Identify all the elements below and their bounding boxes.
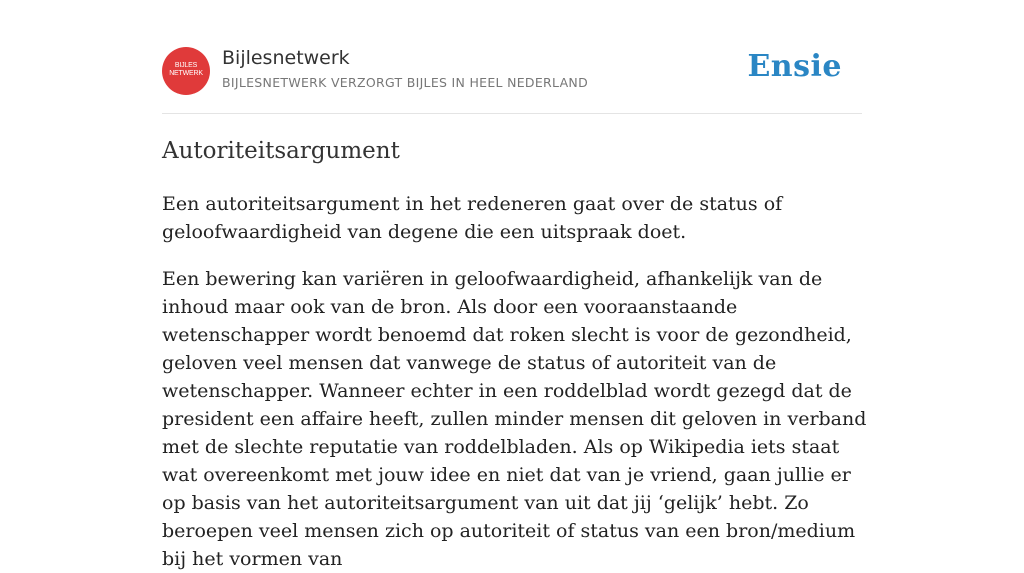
logo-text	[162, 62, 210, 78]
article-paragraph-1: Een autoriteitsargument in het redeneren gaat over de status of geloofwaardigheid van degene die een uitspraak doet.	[162, 193, 783, 243]
logo-text-line2: NETWERK	[169, 70, 203, 77]
article-paragraph-2: Een bewering kan variëren in geloofwaardigheid, afhankelijk van de inhoud maar ook van de bron. Als door een vooraanstaande wetenschapper wordt benoemd dat roken slecht is voor de gezondheid, geloven veel mensen dat vanwege de status of autoriteit van de wetenschapper. Wanneer echter in een roddelblad wordt gezegd dat de president een affaire heeft, zullen minder mensen dit geloven in verband met de slechte reputatie van roddelbladen. Als op Wikipedia iets staat wat overeenkomt met jouw idee en niet dat van je vriend, gaan jullie er op basis van het autoriteitsargument van uit dat jij ‘gelijk’ hebt. Zo beroepen veel mensen zich op autoriteit of status van een bron/medium bij het vormen van	[162, 268, 867, 570]
site-name-link[interactable]: Bijlesnetwerk	[222, 47, 350, 69]
site-header	[162, 44, 862, 96]
header-divider	[162, 113, 862, 114]
bijlesnetwerk-logo[interactable]	[162, 47, 210, 95]
logo-text-line1: BIJLES	[174, 62, 198, 69]
ensie-brand-link[interactable]: Ensie	[747, 49, 842, 84]
article-title: Autoriteitsargument	[162, 138, 400, 164]
site-tagline: BIJLESNETWERK VERZORGT BIJLES IN HEEL NEDERLAND	[222, 75, 589, 90]
